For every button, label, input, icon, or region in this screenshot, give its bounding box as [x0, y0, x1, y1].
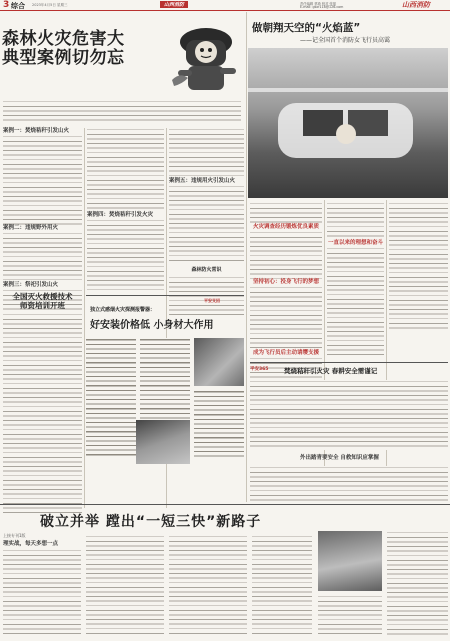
hero-subhead: 成为飞行员后主动请缨支援	[252, 350, 319, 356]
training-article: 全国灭火救援技术 师资培训开班	[3, 292, 82, 513]
bottom-band	[0, 504, 450, 641]
hero-photo-helicopter	[248, 48, 448, 198]
hero-title: 做朝翔天空的“火焰蓝”	[252, 22, 361, 34]
editor-email: E-mail: gsxf118@126.com	[300, 5, 344, 9]
right-section-header	[250, 362, 448, 379]
hero-subtitle: ——记全国首个消防女飞行员高霭	[300, 37, 391, 44]
left-article-column-2	[87, 128, 164, 293]
tips-caption: 森林防火常识	[191, 267, 222, 273]
ad-banner	[86, 295, 244, 336]
main-headline-line2: 典型案例切勿忘	[2, 48, 125, 68]
ad-inline-photo	[136, 420, 190, 464]
intro-paragraph	[3, 100, 241, 124]
article-heading: 案例四：焚烧秸秆引发火灾	[87, 212, 154, 218]
bottom-kicker: 上接专刊1版	[3, 533, 26, 538]
paper-logo-left: 山西消防	[160, 1, 188, 8]
hero-col-3	[389, 202, 448, 332]
editor-info: 责任编辑 蔡琦 校对 张振	[300, 2, 337, 6]
ad-photo	[194, 338, 244, 386]
main-headline-line1: 森林火灾危害大	[2, 29, 125, 49]
bottom-left-sub: 理实战，每天多想一点	[3, 541, 59, 547]
right-section-body	[250, 380, 448, 450]
main-headline-block	[2, 30, 162, 68]
bottom-photo	[318, 531, 382, 591]
page-number: 3	[3, 0, 10, 10]
right-subhead: 外出踏青要安全 自救知识应掌握	[300, 455, 379, 461]
ad-title-small: 独立式感烟火灾探测报警器：	[90, 307, 156, 313]
article-heading: 案例五：违规用火引发山火	[169, 178, 236, 184]
ad-title-big: 好安装价格低 小身材大作用	[90, 320, 214, 331]
left-article-column-3	[169, 128, 244, 316]
masthead	[0, 0, 450, 11]
right-section-brand: 平安365	[250, 367, 269, 372]
article-heading: 案例一：焚烧秸秆引发山火	[3, 128, 70, 134]
right-section-body-2	[250, 466, 448, 502]
firefighter-illustration	[170, 18, 242, 98]
article-heading: 案例二：违规野外用火	[3, 225, 59, 231]
hero-subhead: 一直以来的理想和奋斗	[327, 240, 383, 246]
bottom-headline: 破立并举 蹚出“一短三快”新路子	[40, 514, 262, 530]
hero-subhead: 火灾调查经历锻炼优良素质	[252, 224, 319, 230]
ad-brand: 平安支招	[204, 298, 220, 303]
right-section-title: 焚烧秸秆引火灾 春耕安全需谨记	[284, 367, 378, 375]
hero-col-2	[327, 202, 384, 357]
issue-date: 2023年4月5日 星期三	[32, 3, 68, 7]
paper-logo-right: 山西消防	[402, 1, 430, 9]
hero-subhead: 坚持初心：投身飞行的梦想	[252, 279, 319, 285]
article-heading: 案例三：祭祀引发山火	[3, 282, 59, 288]
section-name: 综合	[11, 2, 25, 10]
